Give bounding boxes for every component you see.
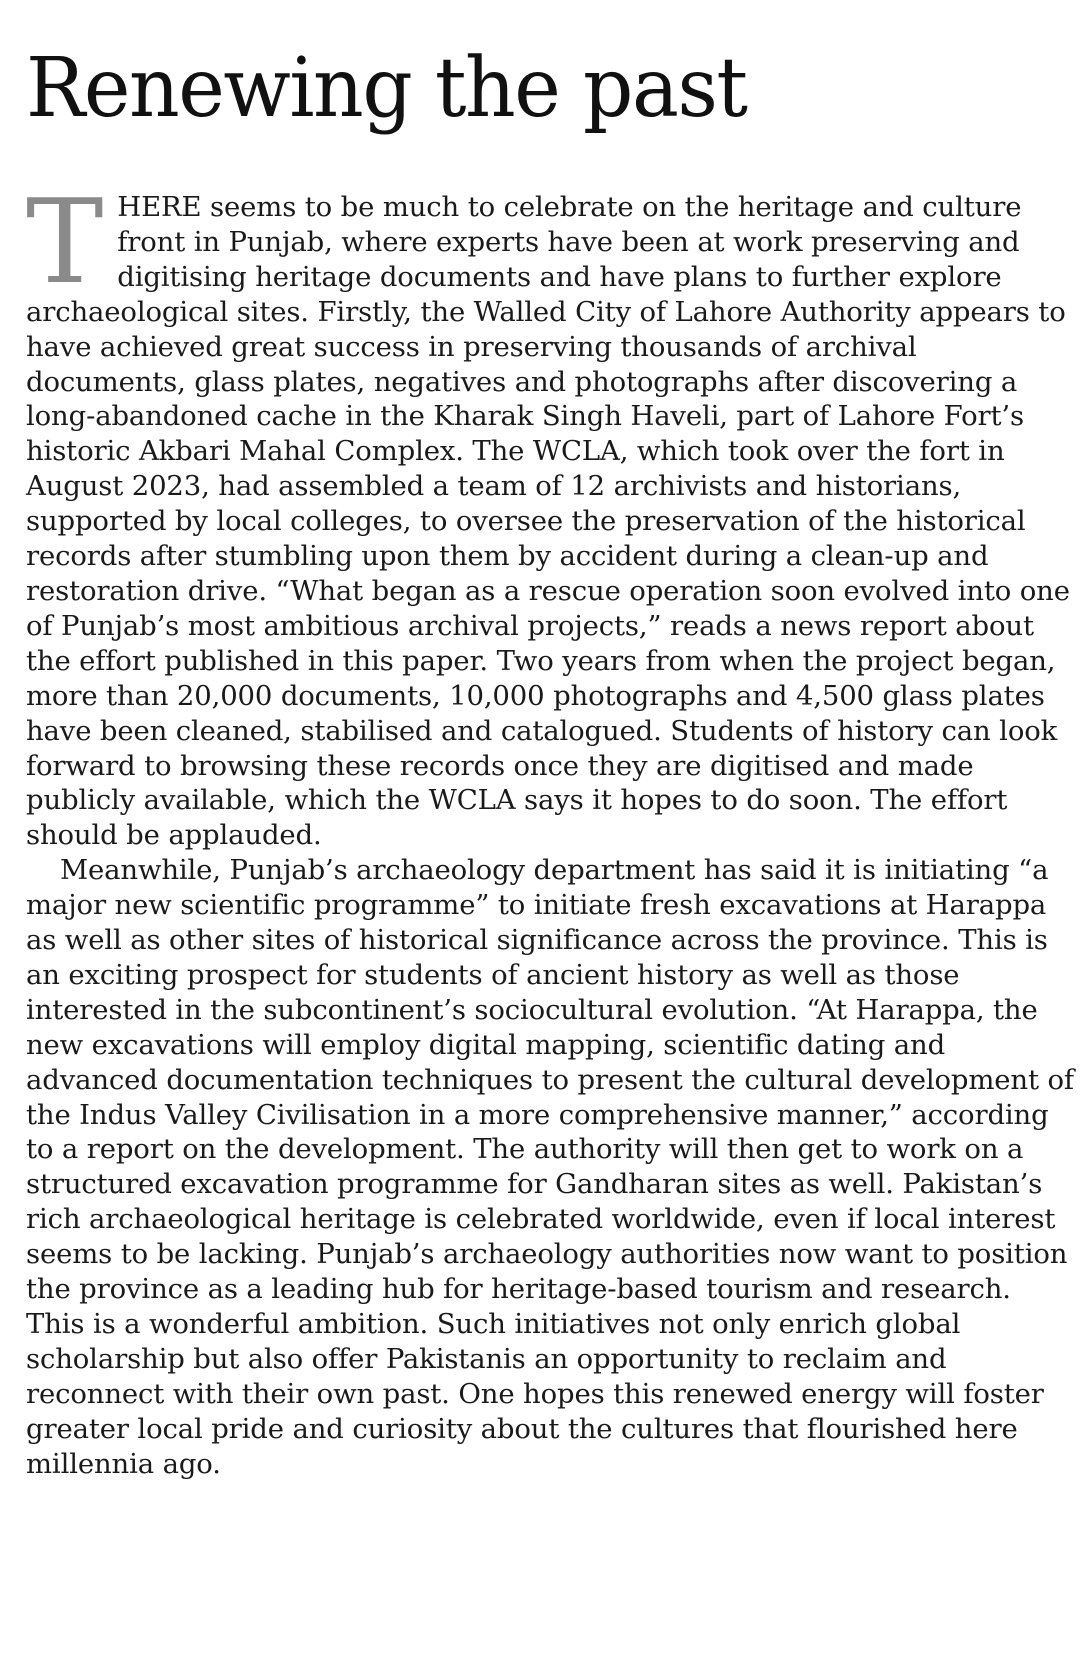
drop-cap: T: [26, 175, 104, 310]
article-body: [26, 175, 1074, 1482]
article-paragraph-2: [26, 853, 1074, 1481]
article-headline: Renewing the past: [26, 41, 747, 136]
article-paragraph-1: [26, 175, 1074, 853]
paragraph-2-text: Meanwhile, Punjab’s archaeology department has said it is initiating “a major new scientific programme” to initiate fresh excavations at Harappa as well as other sites of historical significance across the province. This is an exciting prospect for students of ancient history as well as those interested in the subcontinent’s sociocultural evolution. “At Harappa, the new excavations will employ digital mapping, scientific dating and advanced documentation techniques to present the cultural development of the Indus Valley Civilisation in a more comprehensive manner,” according to a report on the development. The authority will then get to work on a structured excavation programme for Gandharan sites as well. Pakistan’s rich archaeological heritage is celebrated worldwide, even if local interest seems to be lacking. Punjab’s archaeology authorities now want to position the province as a leading hub for heritage-based tourism and research. This is a wonderful ambition. Such initiatives not only enrich global scholarship but also offer Pakistanis an opportunity to reclaim and reconnect with their own past. One hopes this renewed energy will foster greater local pride and curiosity about the cultures that flourished here millennia ago.: [26, 854, 1074, 1480]
editorial-article: [26, 14, 1074, 1482]
paragraph-1-text: HERE seems to be much to celebrate on the heritage and culture front in Punjab, where experts have been at work preserving and digitising heritage documents and have plans to further explore archaeological sites. Firstly, the Walled City of Lahore Authority appears to have achieved great success in preserving thousands of archival documents, glass plates, negatives and photographs after discovering a long-abandoned cache in the Kharak Singh Haveli, part of Lahore Fort’s historic Akbari Mahal Complex. The WCLA, which took over the fort in August 2023, had assembled a team of 12 archivists and historians, supported by local colleges, to oversee the preservation of the historical records after stumbling upon them by accident during a clean-up and restoration drive. “What began as a rescue operation soon evolved into one of Punjab’s most ambitious archival projects,” reads a news report about the effort published in this paper. Two years from when the project began, more than 20,000 documents, 10,000 photographs and 4,500 glass plates have been cleaned, stabilised and catalogued. Students of history can look forward to browsing these records once they are digitised and made publicly available, which the WCLA says it hopes to do soon. The effort should be applauded.: [26, 191, 1070, 852]
